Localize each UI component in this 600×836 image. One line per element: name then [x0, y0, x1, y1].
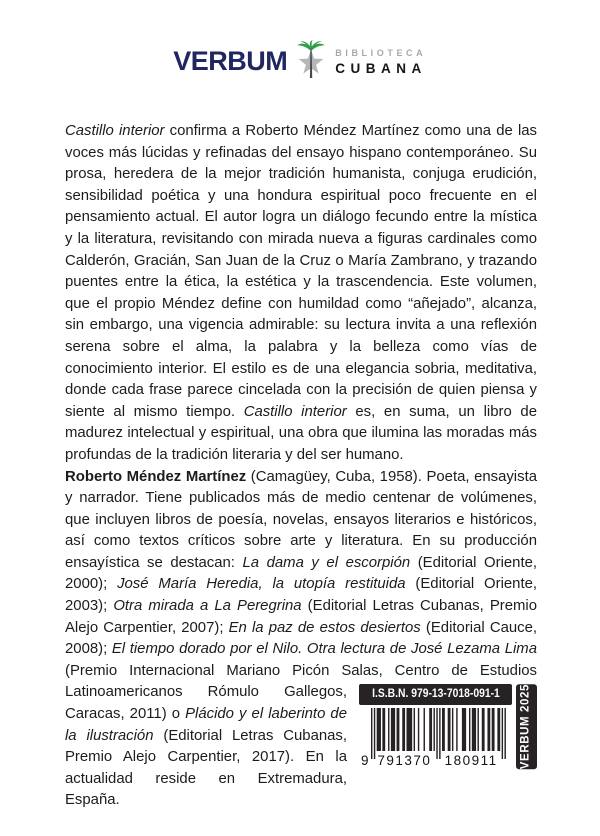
isbn-number: I.S.B.N. 979-13-7018-091-1 [371, 688, 500, 701]
barcode-digits: 9 [361, 753, 371, 767]
text-segment: es, en suma, un libro de madurez intelectual y espiritual, una obra que ilumina las moradas más profundas de la tradición literaria y del ser humano. [65, 403, 537, 463]
synopsis-paragraph [65, 121, 537, 467]
ean-barcode [359, 708, 510, 766]
text-segment: (Editorial Oriente, 2000); [65, 554, 538, 593]
publisher-logo [0, 40, 600, 82]
text-segment: La dama y el escorpión [242, 554, 411, 571]
text-segment: El tiempo dorado por el Nilo. Otra lectura de José Lezama Lima [111, 641, 537, 658]
cover-text [65, 121, 537, 818]
text-segment: José María Heredia, la utopía restituida [117, 576, 406, 593]
verbum-wordmark: VERBUM [173, 45, 288, 76]
text-segment: Castillo interior [65, 123, 165, 139]
text-segment: (Editorial Cauce, 2008); [65, 619, 537, 658]
text-segment: (Editorial Letras Cubanas, Premio Alejo Carpentier, 2017). En la actualidad reside en Extremadura, España. [65, 727, 347, 809]
biblioteca-label: BIBLIOTECA [335, 48, 427, 58]
isbn-label [359, 684, 512, 705]
text-segment: confirma a Roberto Méndez Martínez como una de las voces más lúcidas y refinadas del ensayo hispano contemporáneo. Su prosa, heredera de la mejor tradición humanista, conjuga erudición, sensibilidad poética y una hondura espiritual poco frecuente en el pensamiento actual. El autor logra un diálogo fecundo entre la mística y la literatura, revisitando con mirada nueva a figuras cardinales como Calderón, Gracián, San Juan de la Cruz o María Zambrano, y trazando puentes entre la ética, la estética y la trascendencia. Este volumen, que el propio Méndez define con humildad como “añejado”, alcanza, sin embargo, una vigencia admirable: su lectura invita a una reflexión serena sobre el alma, la palabra y la belleza como vías de conocimiento interior. El estilo es de una elegancia sobria, meditativa, donde cada frase parece cincelada con la precisión de quien piensa y siente al mismo tiempo. [65, 123, 537, 420]
collection-label [335, 46, 427, 76]
isbn-left [359, 684, 512, 769]
bio-paragraph [65, 467, 537, 813]
text-segment: (Camagüey, Cuba, 1958). Poeta, ensayista y narrador. Tiene publicados más de medio centenar de volúmenes, que incluyen libros de poesía, novelas, ensayos literarios e históricos, así como textos críticos sobre arte y literatura. En su producción ensayística se destacan: [65, 468, 537, 571]
barcode-digits: 180911 [444, 753, 498, 767]
publisher-year-strip: VERBUM 2025 [516, 684, 537, 769]
text-segment: En la paz de estos desiertos [228, 619, 421, 636]
text-segment: Plácido y el laberinto de la ilustración [65, 706, 347, 744]
cubana-label: CUBANA [335, 61, 427, 76]
bio-text-after [65, 684, 347, 808]
text-segment: (Editorial Oriente, 2003); [65, 576, 537, 615]
palm-star-icon [294, 40, 328, 80]
palm-trunk [310, 46, 312, 78]
bio-text-before [65, 469, 537, 679]
barcode-digits: 791370 [377, 753, 432, 767]
text-segment: Otra mirada a La Peregrina [113, 598, 302, 615]
text-segment: (Editorial Letras Cubanas, Premio Alejo Carpentier, 2007); [65, 598, 538, 636]
text-segment: Latinoamericanos Rómulo Gallegos, Caracas, 2011) o [65, 684, 347, 723]
text-segment: (Premio Internacional Mariano Picón Salas, Centro de Estudios [65, 662, 537, 679]
text-segment: Castillo interior [243, 403, 347, 420]
isbn-block [359, 684, 537, 769]
text-segment: Roberto Méndez Martínez [65, 468, 247, 485]
